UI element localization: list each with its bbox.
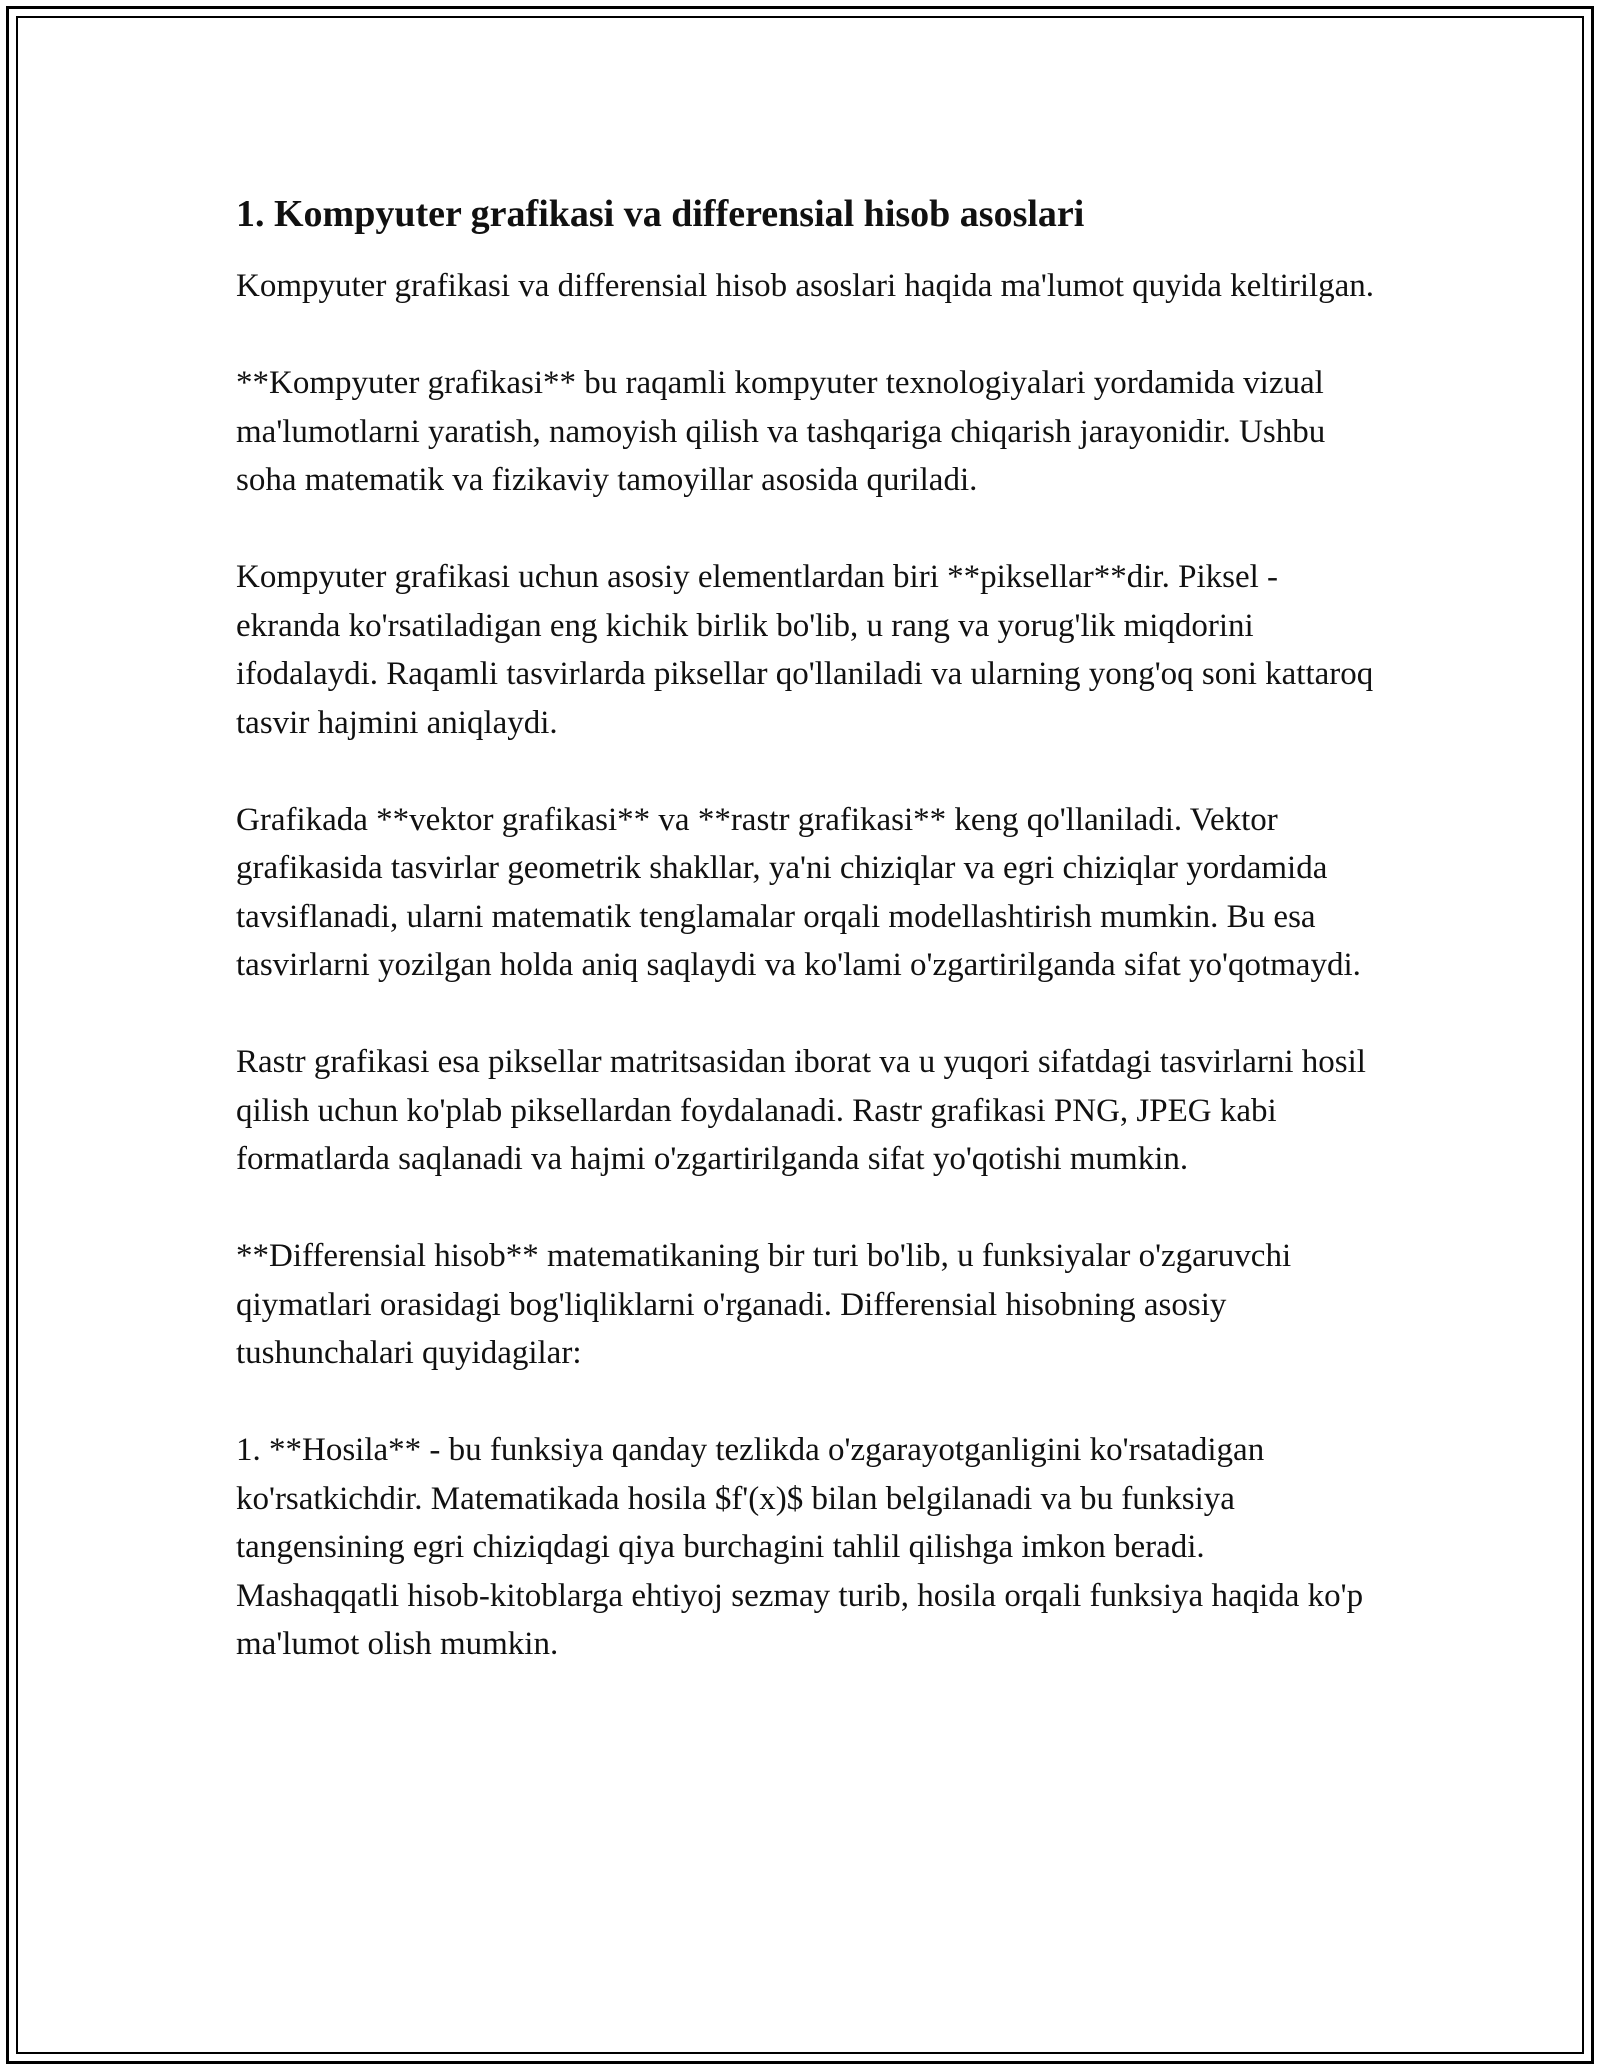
paragraph-vector-raster: Grafikada **vektor grafikasi** va **rastr grafikasi** keng qo'llaniladi. Vektor grafikasida tasvirlar geometrik shakllar, ya'ni chiziqlar va egri chiziqlar yordamida tavsiflanadi, ularni matematik tenglamalar orqali modellashtirish mumkin. Bu esa tasvirlarni yozilgan holda aniq saqlaydi va ko'lami o'zgartirilganda sifat yo'qotmaydi. [236,801,1361,983]
paragraph-intro: Kompyuter grafikasi va differensial hisob asoslari haqida ma'lumot quyida keltirilgan. [236,268,1375,304]
paragraph-pixels: Kompyuter grafikasi uchun asosiy elementlardan biri **piksellar**dir. Piksel - ekranda ko'rsatiladigan eng kichik birlik bo'lib, u rang va yorug'lik miqdorini ifodalaydi. Raqamli tasvirlarda piksellar qo'llaniladi va ularning yong'oq soni kattaroq tasvir hajmini aniqlaydi. [236,559,1374,741]
paragraph-raster: Rastr grafikasi esa piksellar matritsasidan iborat va u yuqori sifatdagi tasvirlarni hosil qilish uchun ko'plab piksellardan foydalanadi. Rastr grafikasi PNG, JPEG kabi formatlarda saqlanadi va hajmi o'zgartirilganda sifat yo'qotishi mumkin. [236,1044,1366,1177]
paragraph-differential-calculus: **Differensial hisob** matematikaning bir turi bo'lib, u funksiyalar o'zgaruvchi qiymatlari orasidagi bog'liqliklarni o'rganadi. Differensial hisobning asosiy tushunchalari quyidagilar: [236,1238,1292,1371]
paragraph-computer-graphics: **Kompyuter grafikasi** bu raqamli kompyuter texnologiyalari yordamida vizual ma'lumotlarni yaratish, namoyish qilish va tashqariga chiqarish jarayonidir. Ushbu soha matematik va fizikaviy tamoyillar asosida quriladi. [236,365,1326,498]
document-body [236,186,1376,1717]
document-title: 1. Kompyuter grafikasi va differensial hisob asoslari [236,193,1085,235]
paragraph-derivative: 1. **Hosila** - bu funksiya qanday tezlikda o'zgarayotganligini ko'rsatadigan ko'rsatkichdir. Matematikada hosila $f'(x)$ bilan belgilanadi va bu funksiya tangensining egri chiziqdagi qiya burchagini tahlil qilishga imkon beradi. Mashaqqatli hisob-kitoblarga ehtiyoj sezmay turib, hosila orqali funksiya haqida ko'p ma'lumot olish mumkin. [236,1432,1364,1662]
